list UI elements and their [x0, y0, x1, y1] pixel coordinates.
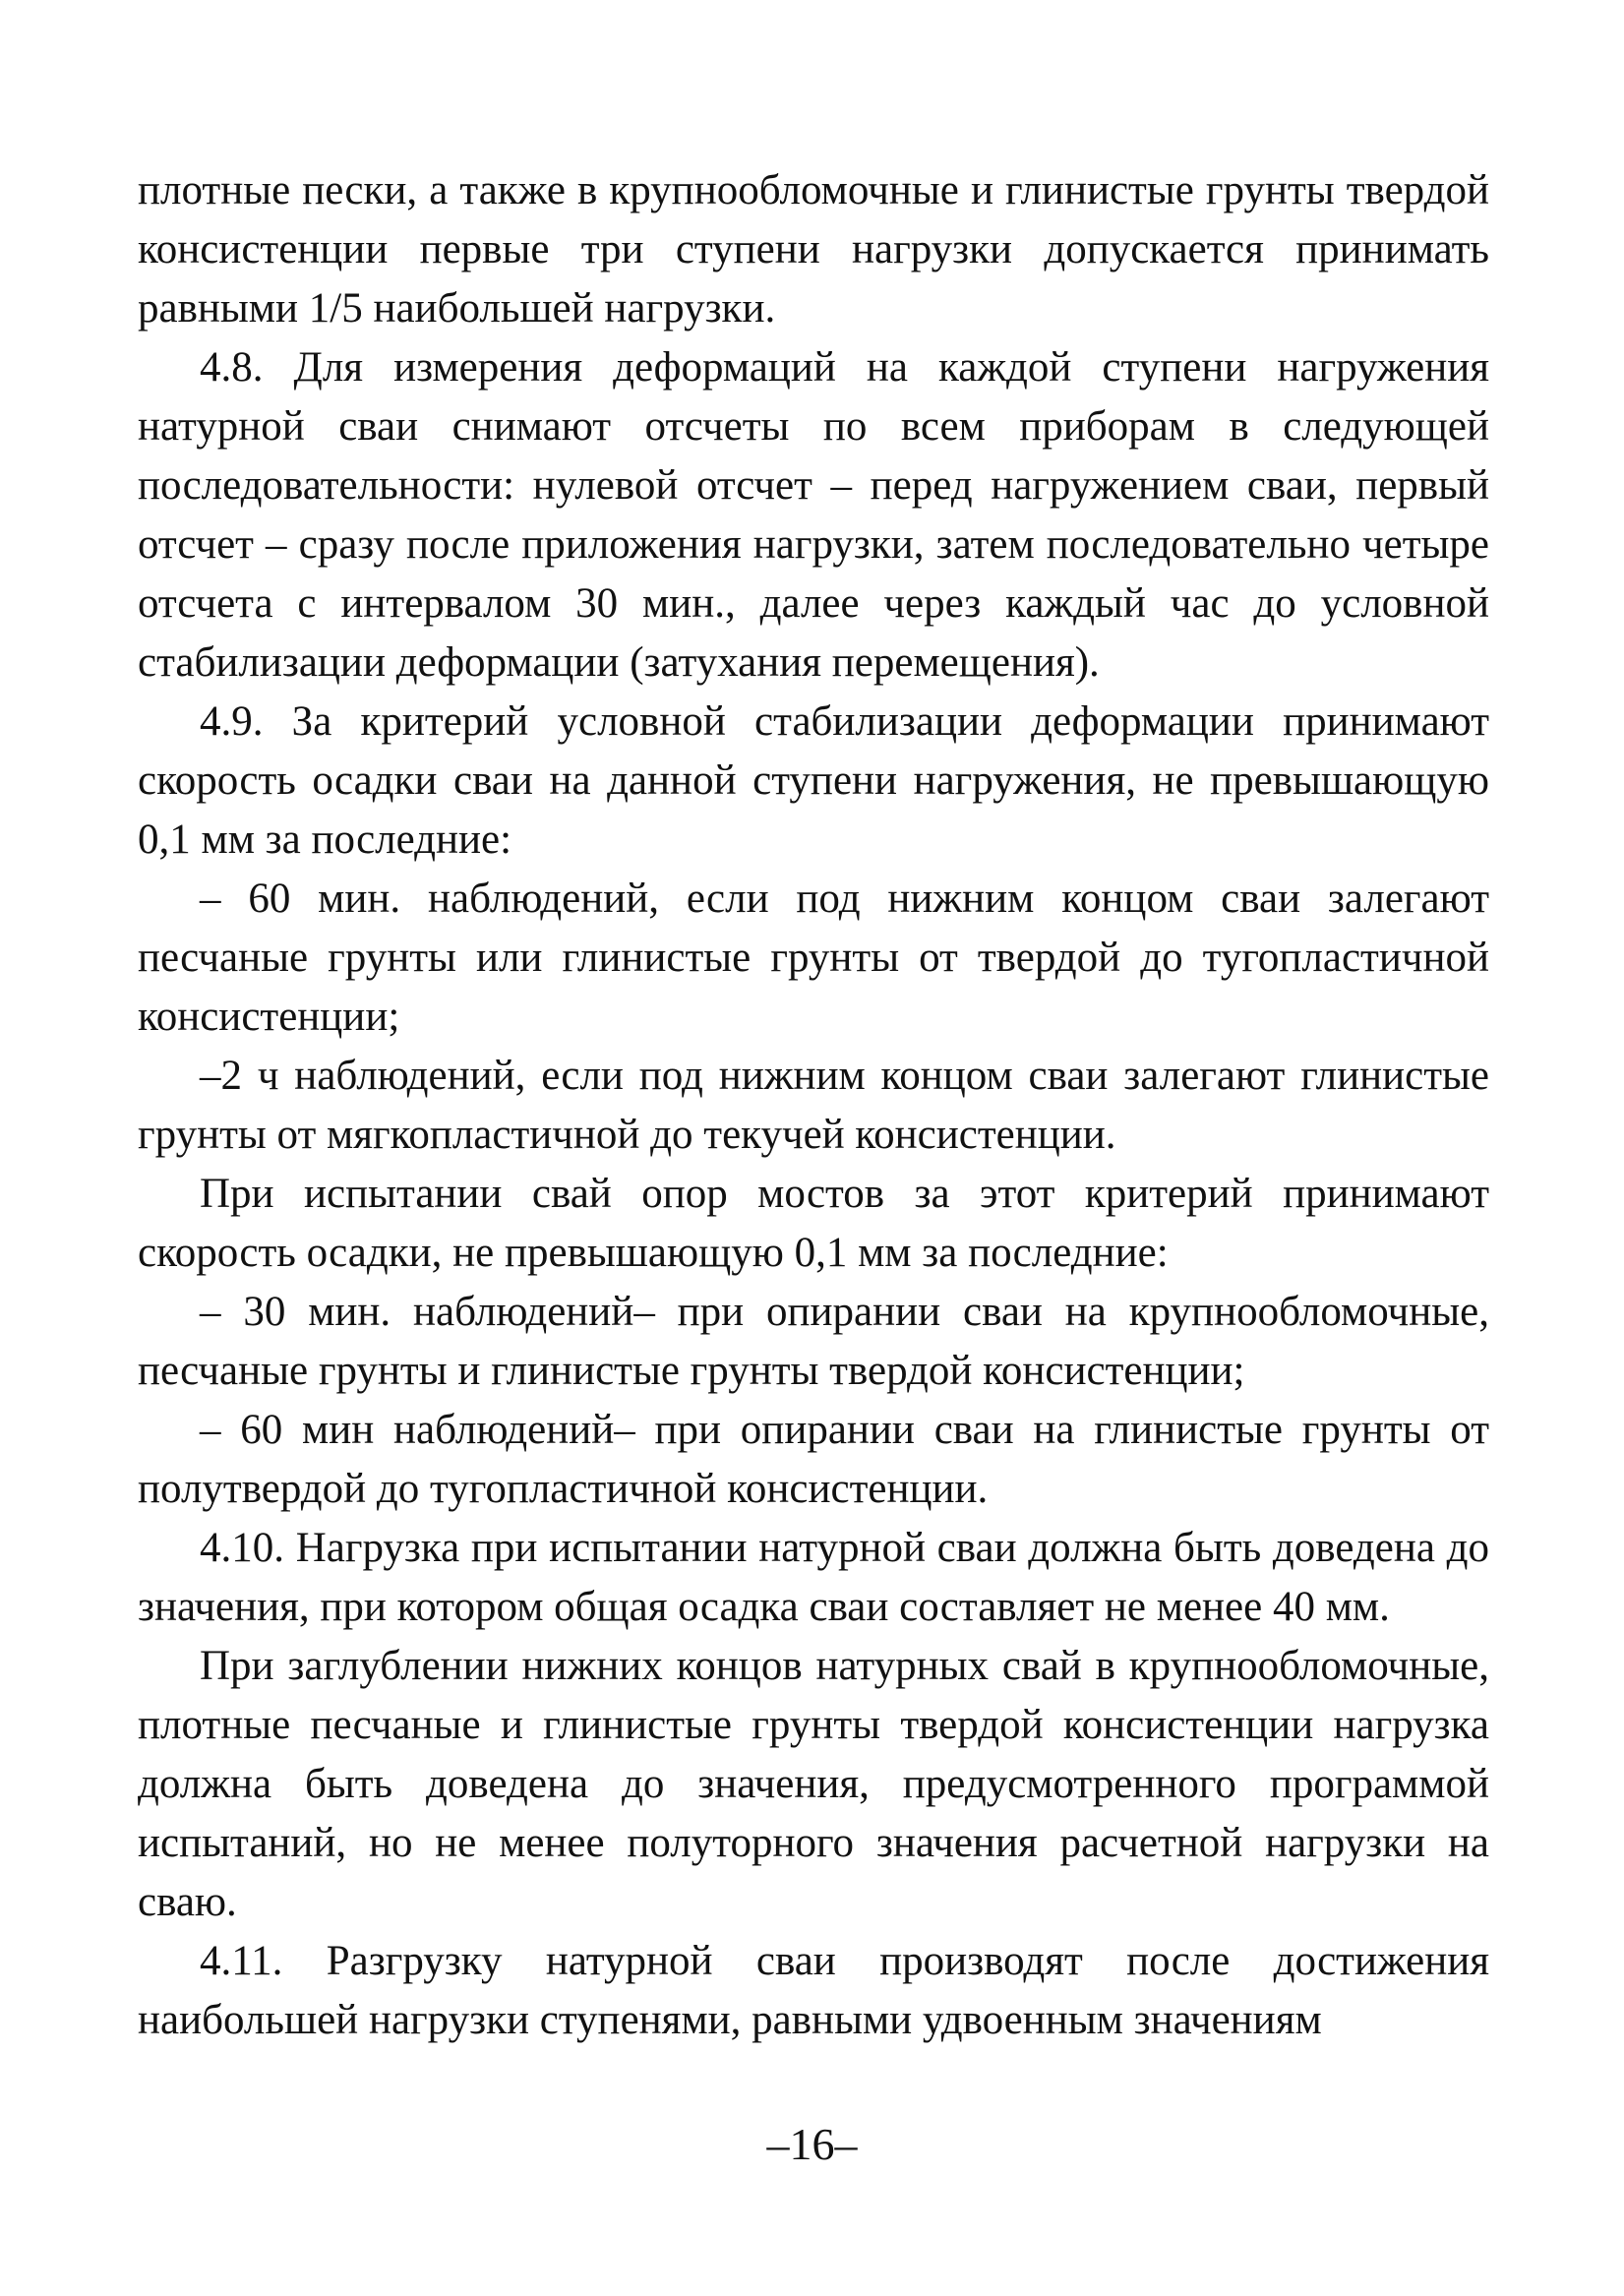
list-item-60-min-bridge: – 60 мин наблюдений– при опирании сваи на глинистые грунты от полутвердой до тугопластичной консистенции. — [138, 1407, 1489, 1512]
page-number: –16– — [766, 2119, 858, 2169]
paragraph-4-8: 4.8. Для измерения деформаций на каждой ступени нагружения натурной сваи снимают отсчеты по всем приборам в следующей последовательности: нулевой отсчет – перед нагружением сваи, первый отсчет – сразу после приложения нагрузки, затем последовательно четыре отсчета с интервалом 30 мин., далее через каждый час до условной стабилизации деформации (затухания перемещения). — [138, 344, 1489, 686]
paragraph-4-11: 4.11. Разгрузку натурной сваи производят после достижения наибольшей нагрузки ступенями, равными удвоенным значениям — [138, 1938, 1489, 2043]
document-body — [138, 161, 1489, 2050]
paragraph-4-9: 4.9. За критерий условной стабилизации деформации принимают скорость осадки сваи на данной ступени нагружения, не превышающую 0,1 мм за последние: — [138, 698, 1489, 863]
paragraph-4-10: 4.10. Нагрузка при испытании натурной сваи должна быть доведена до значения, при котором общая осадка сваи составляет не менее 40 мм. — [138, 1525, 1489, 1630]
paragraph-bridge-piles: При испытании свай опор мостов за этот критерий принимают скорость осадки, не превышающую 0,1 мм за последние: — [138, 1171, 1489, 1276]
paragraph-deepening: При заглублении нижних концов натурных свай в крупнообломочные, плотные песчаные и глинистые грунты твердой консистенции нагрузка должна быть доведена до значения, предусмотренного программой испытаний, но не менее полуторного значения расчетной нагрузки на сваю. — [138, 1643, 1489, 1925]
list-item-2-h: –2 ч наблюдений, если под нижним концом сваи залегают глинистые грунты от мягкопластичной до текучей консистенции. — [138, 1053, 1489, 1158]
paragraph-continuation: плотные пески, а также в крупнообломочные и глинистые грунты твердой консистенции первые три ступени нагрузки допускается принимать равными 1/5 наибольшей нагрузки. — [138, 167, 1489, 332]
list-item-60-min: – 60 мин. наблюдений, если под нижним концом сваи залегают песчаные грунты или глинистые грунты от твердой до тугопластичной консистенции; — [138, 876, 1489, 1040]
list-item-30-min: – 30 мин. наблюдений– при опирании сваи на крупнообломочные, песчаные грунты и глинистые грунты твердой консистенции; — [138, 1289, 1489, 1394]
